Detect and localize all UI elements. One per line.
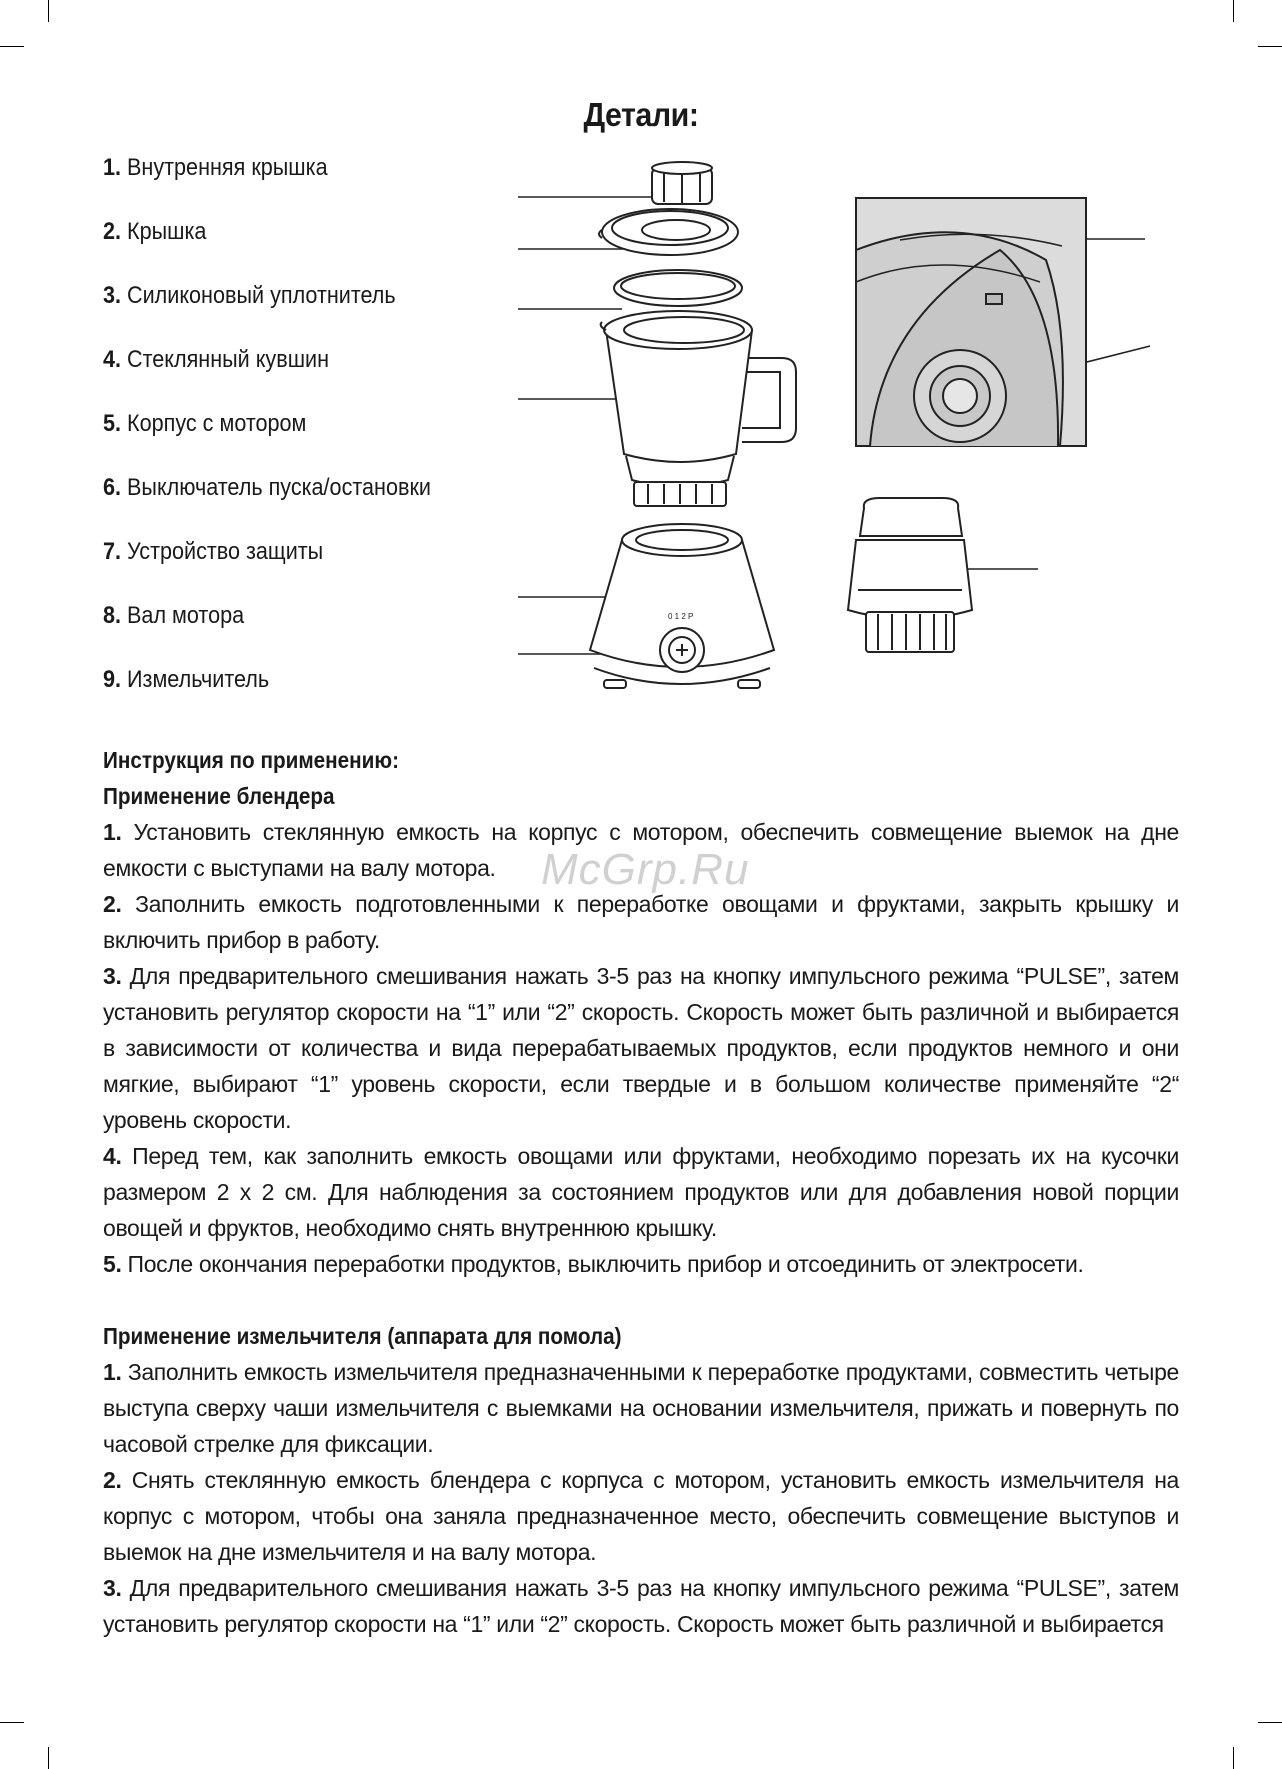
list-item: 3. Силиконовый уплотнитель: [103, 282, 396, 309]
list-item: 8. Вал мотора: [103, 602, 245, 629]
crop-mark: [0, 1722, 24, 1723]
spacer: [103, 1282, 1179, 1318]
list-item: 6. Выключатель пуска/остановки: [103, 474, 431, 501]
detail-closeup: [856, 198, 1086, 446]
paragraph: 1. Установить стеклянную емкость на корпус с мотором, обеспечить совмещение выемок на дне емкости с выступами на валу мотора.: [103, 819, 1179, 881]
dial-labels: 0 1 2 P: [668, 612, 694, 621]
motor-base-drawing: [590, 524, 774, 688]
lid-drawing: [599, 209, 738, 255]
paragraph: 2. Снять стеклянную емкость блендера с корпуса с мотором, установить емкость измельчителя на корпус с мотором, чтобы она заняла предназначенное место, обеспечить совмещение выступов и выемок на дне измельчителя и на валу мотора.: [103, 1467, 1179, 1565]
watermark: McGrp.Ru: [541, 845, 750, 894]
jug-drawing: [601, 311, 796, 506]
paragraph: 2. Заполнить емкость подготовленными к переработке овощами и фруктами, закрыть крышку и включить прибор в работу.: [103, 891, 1179, 953]
paragraph: 1. Заполнить емкость измельчителя предназначенными к переработке продуктами, совместить четыре выступа сверху чаши измельчителя с выемками на основании измельчителя, прижать и повернуть по часовой стрелке для фиксации.: [103, 1359, 1179, 1457]
list-item: 9. Измельчитель: [103, 666, 270, 693]
paragraph: 5. После окончания переработки продуктов, выключить прибор и отсоединить от электросети.: [103, 1251, 1084, 1277]
paragraph: 4. Перед тем, как заполнить емкость овощами или фруктами, необходимо порезать их на кусочки размером 2 х 2 см. Для наблюдения за состоянием продуктов или для добавления новой порции овощей и фруктов, необходимо снять внутреннюю крышку.: [103, 1143, 1179, 1241]
list-item: 5. Корпус с мотором: [103, 410, 307, 437]
blender-diagram: [0, 0, 1282, 740]
list-item: 4. Стеклянный кувшин: [103, 346, 330, 373]
crop-mark: [1233, 1747, 1234, 1769]
paragraph: 3. Для предварительного смешивания нажать 3-5 раз на кнопку импульсного режима “PULSE”, затем установить регулятор скорости на “1” или “2” скорость. Скорость может быть различной и выбирается в зависимости от количества и вида перерабатываемых продуктов, если продуктов немного и они мягкие, выбирают “1” уровень скорости, если твердые и в большом количестве применяйте “2“ уровень скорости.: [103, 963, 1179, 1133]
crop-mark: [1258, 1722, 1282, 1723]
section-heading: Применение блендера: [103, 783, 335, 809]
list-item: 1. Внутренняя крышка: [103, 154, 328, 181]
inner-lid-drawing: [652, 162, 712, 204]
section-heading: Применение измельчителя (аппарата для помола): [103, 1323, 622, 1349]
list-item: 2. Крышка: [103, 218, 207, 245]
grinder-drawing: [848, 498, 972, 652]
section-heading: Инструкция по применению:: [103, 747, 399, 773]
seal-drawing: [614, 270, 742, 306]
list-item: 7. Устройство защиты: [103, 538, 324, 565]
crop-mark: [48, 1747, 49, 1769]
page-title: Детали:: [583, 96, 699, 133]
paragraph: 3. Для предварительного смешивания нажать 3-5 раз на кнопку импульсного режима “PULSE”, затем установить регулятор скорости на “1” или “2” скорость. Скорость может быть различной и выбирается: [103, 1575, 1179, 1637]
